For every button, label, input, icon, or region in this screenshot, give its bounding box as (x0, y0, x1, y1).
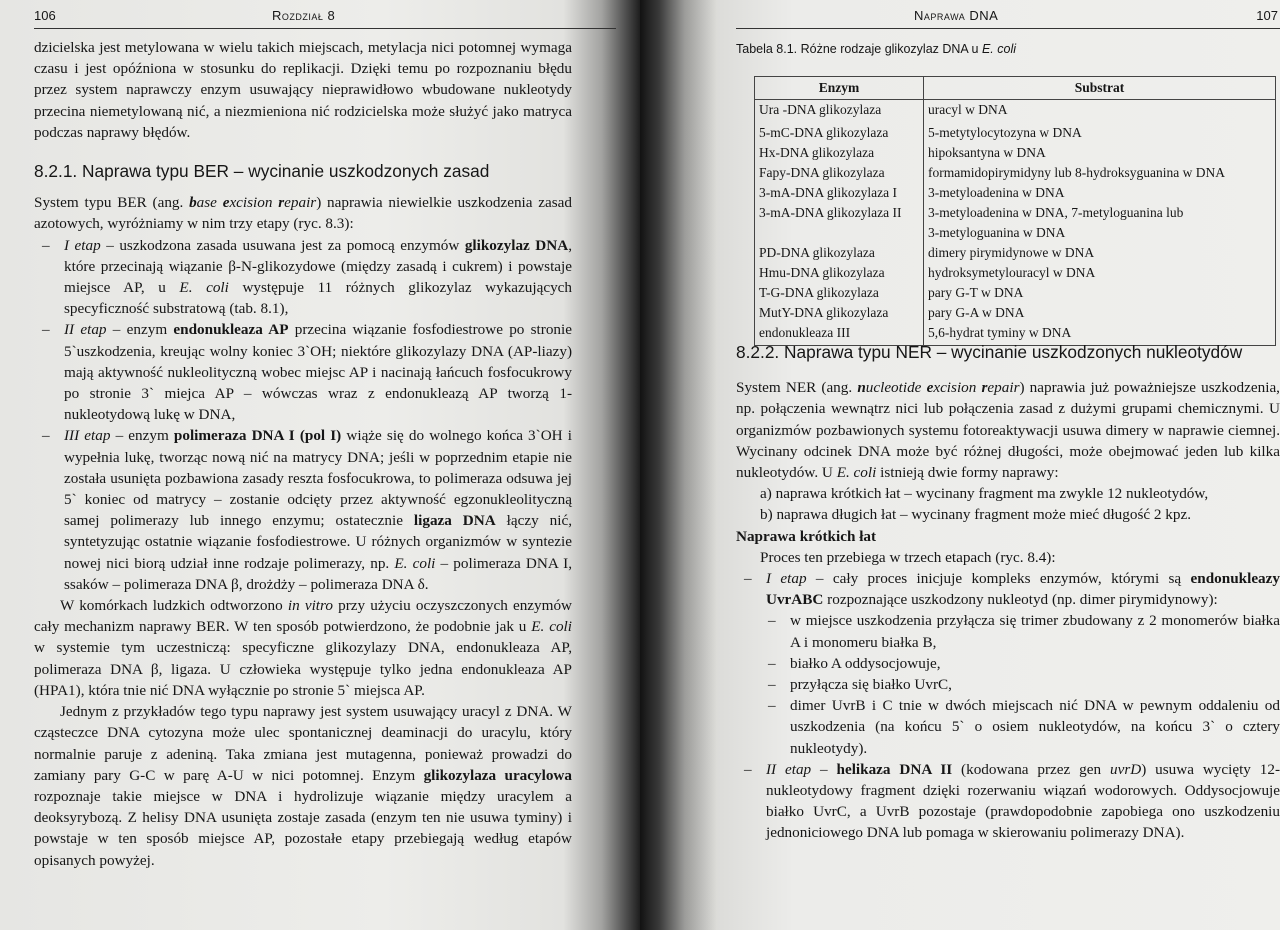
table-row: Hmu-DNA glikozylaza hydroksymetylouracyl w DNA (755, 263, 1276, 283)
page-number: 107 (1256, 8, 1278, 23)
repair-forms-list (736, 483, 1280, 525)
substage-list (766, 610, 1280, 758)
page-number: 106 (34, 8, 56, 23)
stage-list (34, 235, 572, 595)
list-item: – przyłącza się białko UvrC, (766, 674, 1280, 695)
paragraph: Proces ten przebiega w trzech etapach (ryc. 8.4): (760, 548, 1056, 566)
table-row: endonukleaza III 5,6-hydrat tyminy w DNA (755, 323, 1276, 346)
running-head: Naprawa DNA (914, 8, 999, 23)
section-heading: 8.2.2. Naprawa typu NER – wycinanie uszkodzonych nukleotydów (736, 342, 1243, 362)
list-item: b) naprawa długich łat – wycinany fragment może mieć długość 2 kpz. (760, 506, 1192, 524)
table-header: Enzym (755, 77, 924, 100)
list-item: – w miejsce uszkodzenia przyłącza się trimer zbudowany z 2 monomerów białka A i monomeru białka B, (766, 610, 1280, 652)
ner-intro: System NER (ang. nucleotide excision repair) naprawia już poważniejsze uszkodzenia, np. połączenia wewnątrz nici lub połączenia zasad z dużymi grupami chemicznymi. U organizmów pozbawionych systemu fotoreaktywacji usuwa dimery w naprawie ciemnej. Wycinany odcinek DNA może być różnej długości, może obejmować jeden lub kilka nukleotydów. U E. coli istnieją dwie formy naprawy: (736, 379, 1280, 482)
stage-list (736, 568, 1280, 844)
paragraph: Jednym z przykładów tego typu naprawy jest system usuwający uracyl z DNA. W cząsteczce DNA cytozyna może ulec spontanicznej deaminacji do uracylu, który normalnie paruje z adeniną. Taka zmiana jest mutagenna, ponieważ prowadzi do zamiany pary G-C w parę A-U w nici potomnej. Enzym glikozylaza uracylowa rozpoznaje takie miejsce w DNA i hydrolizuje wiązanie między uracylem a deoksyrybozą. Z helisy DNA usunięta zostaje zasada (enzym ten nie usuwa tyminy) i powstaje w ten sposób miejsce AP, pozostałe etapy przebiegają według etapów opisanych powyżej. (34, 703, 572, 869)
list-item: – III etap – enzym polimeraza DNA I (pol I) wiąże się do wolnego końca 3`OH i wypełnia lukę, tworząc nową nić na matrycy DNA; jeśli w poprzednim etapie nie została usunięta pozbawiona zasady reszta fosfocukrowa, to polimeraza odsuwa jej 5` koniec od matrycy – zostanie odcięty przez aktywność egzonukleolityczną samej polimerazy lub innego enzymu; ostatecznie ligaza DNA łączy nić, syntetyzując ostatnie wiązanie fosfodiestrowe. U różnych organizmów w syntezie nowej nici biorą udział inne rodzaje polimerazy, np. E. coli – polimeraza DNA I, ssaków – polimeraza DNA β, drożdży – polimeraza DNA δ. (34, 425, 572, 595)
page-header (34, 8, 616, 29)
list-item: – dimer UvrB i C tnie w dwóch miejscach nić DNA w pewnym oddaleniu od uszkodzenia (na końcu 5` o osiem nukleotydów, na końcu 3` o cztery nukleotydy). (766, 695, 1280, 759)
page-header (736, 8, 1280, 29)
right-page (640, 0, 1280, 930)
glycosylase-table (754, 76, 1276, 346)
left-body-text (34, 37, 572, 871)
table-row: MutY-DNA glikozylaza pary G-A w DNA (755, 303, 1276, 323)
table-caption: Tabela 8.1. Różne rodzaje glikozylaz DNA u E. coli (736, 42, 1017, 56)
running-head: Rozdział 8 (272, 8, 336, 23)
subheading: Naprawa krótkich łat (736, 527, 877, 545)
table-row: 3-metyloguanina w DNA (755, 223, 1276, 243)
table-row: Hx-DNA glikozylaza hipoksantyna w DNA (755, 143, 1276, 163)
table-row: T-G-DNA glikozylaza pary G-T w DNA (755, 283, 1276, 303)
list-item: – II etap – helikaza DNA II (kodowana przez gen uvrD) usuwa wycięty 12-nukleotydowy fragment dzięki rozerwaniu wiązań wodorowych. Oddysocjowuje białko UvrC, a UvrB pozostaje (prawdopodobnie zapobiega ono uszkodzeniu jednoniciowego DNA lub pomaga w skierowaniu polimerazy DNA). (736, 759, 1280, 844)
right-body-text (736, 342, 1280, 844)
paragraph: dzicielska jest metylowana w wielu takich miejscach, metylacja nici potomnej wymaga czasu i jest opóźniona w stosunku do replikacji. Dzięki temu po rozpoznaniu błędu przez system naprawczy enzym usuwający nieprawidłowo wbudowane nukleotydy przecina niemetylowaną nić, a niezmieniona nić rodzicielska może służyć jako matryca podczas naprawy błędów. (34, 39, 572, 141)
list-item: – I etap – uszkodzona zasada usuwana jest za pomocą enzymów glikozylaz DNA, które przecinają wiązanie β-N-glikozydowe (między zasadą i cukrem) i powstaje miejsce AP, u E. coli występuje 11 różnych glikozylaz wykazujących specyficzność substratową (tab. 8.1), (34, 235, 572, 320)
table-row: Fapy-DNA glikozylaza formamidopirymidyny lub 8-hydroksyguanina w DNA (755, 163, 1276, 183)
list-item: a) naprawa krótkich łat – wycinany fragment ma zwykle 12 nukleotydów, (760, 485, 1209, 503)
section-heading: 8.2.1. Naprawa typu BER – wycinanie uszkodzonych zasad (34, 161, 490, 182)
ber-intro: System typu BER (ang. base excision repair) naprawia niewielkie uszkodzenia zasad azotowych, wyróżniamy w nim trzy etapy (ryc. 8.3): (34, 194, 572, 233)
table-row: PD-DNA glikozylaza dimery pirymidynowe w DNA (755, 243, 1276, 263)
table-header: Substrat (924, 77, 1276, 100)
table-row: Ura -DNA glikozylaza uracyl w DNA (755, 100, 1276, 121)
list-item: – II etap – enzym endonukleaza AP przecina wiązanie fosfodiestrowe po stronie 5`uszkodzenia, kreując wolny koniec 3`OH; niektóre glikozylazy DNA (AP-liazy) mają aktywność nukleolityczną wobec miejsc AP i nacinają łańcuch fosfocukrowy po stronie 3` miejca AP – wówczas wraz z endonukleazą AP tworzą 1-nukleotydową lukę w DNA, (34, 319, 572, 425)
table-row: 3-mA-DNA glikozylaza II 3-metyloadenina w DNA, 7-metyloguanina lub (755, 203, 1276, 223)
list-item: – białko A oddysocjowuje, (766, 653, 1280, 674)
table-row: 5-mC-DNA glikozylaza 5-metytylocytozyna w DNA (755, 120, 1276, 143)
list-item: – I etap – cały proces inicjuje kompleks enzymów, którymi są endonukleazy UvrABC rozpoznające uszkodzony nukleotyd (np. dimer pirymidynowy): – w miejsce uszkodzenia przyłącza się trimer zbudowany z 2 monomerów białka A i monomeru białka B, – białko A oddysocjowuje, – przyłącza się białko UvrC, – dimer UvrB i C tnie w dwóch miejscach nić DNA w pewnym oddaleniu od uszkodzenia (na końcu 5` o osiem nukleotydów, na końcu 3` o cztery nukleotydy). (736, 568, 1280, 759)
paragraph: W komórkach ludzkich odtworzono in vitro przy użyciu oczyszczonych enzymów cały mechanizm naprawy BER. W ten sposób potwierdzono, że podobnie jak u E. coli w systemie tym uczestniczą: specyficzne glikozylazy DNA, endonukleaza AP, polimeraza DNA β, ligaza. U człowieka występuje tylko jedna endonukleaza AP (HPA1), która tnie nić DNA wyłącznie po stronie 5` miejsca AP. (34, 597, 573, 699)
table-row: 3-mA-DNA glikozylaza I 3-metyloadenina w DNA (755, 183, 1276, 203)
